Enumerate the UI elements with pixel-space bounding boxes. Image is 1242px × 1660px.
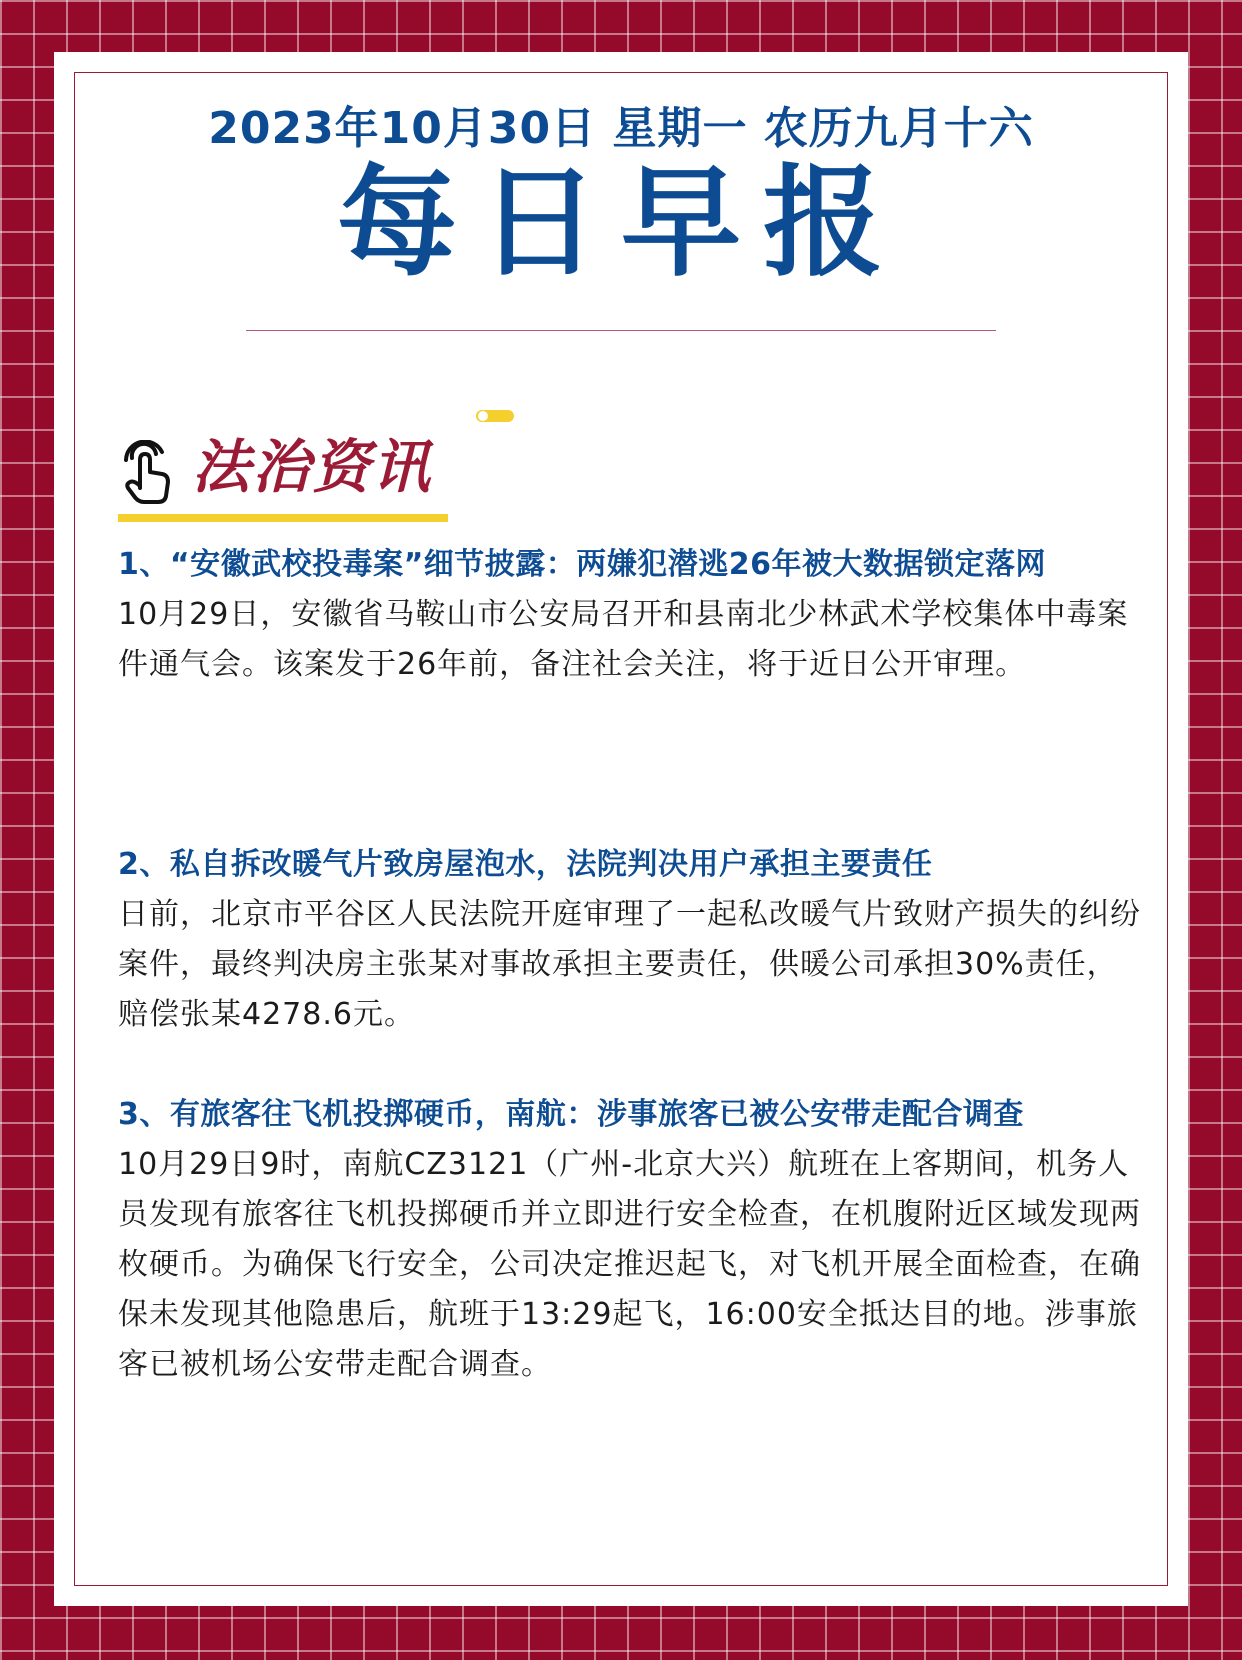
news-item-1: [118, 540, 1148, 690]
content-card: [54, 52, 1188, 1606]
title-divider: [246, 330, 996, 331]
news-body: 10月29日9时，南航CZ3121（广州-北京大兴）航班在上客期间，机务人员发现有旅客往飞机投掷硬币并立即进行安全检查，在机腹附近区域发现两枚硬币。为确保飞行安全，公司决定推迟起飞，对飞机开展全面检查，在确保未发现其他隐患后，航班于13:29起飞，16:00安全抵达目的地。涉事旅客已被机场公安带走配合调查。: [118, 1147, 1141, 1382]
news-title: 1、“安徽武校投毒案”细节披露：两嫌犯潜逃26年被大数据锁定落网: [118, 547, 1047, 582]
news-item-3: [118, 1090, 1148, 1390]
section-underline: [118, 514, 448, 522]
news-title: 2、私自拆改暖气片致房屋泡水，法院判决用户承担主要责任: [118, 847, 933, 882]
hand-pointer-icon: [118, 440, 174, 506]
toggle-knob: [478, 411, 488, 421]
section-title: 法治资讯: [192, 433, 433, 501]
date-line: 2023年10月30日 星期一 农历九月十六: [208, 103, 1034, 154]
news-body: 10月29日，安徽省马鞍山市公安局召开和县南北少林武术学校集体中毒案件通气会。该案发于26年前，备注社会关注，将于近日公开审理。: [118, 597, 1129, 682]
page-title: 每日早报: [337, 154, 905, 293]
section-header: [118, 392, 458, 501]
news-body: 日前，北京市平谷区人民法院开庭审理了一起私改暖气片致财产损失的纠纷案件，最终判决房主张某对事故承担主要责任，供暖公司承担30%责任，赔偿张某4278.6元。: [118, 897, 1141, 1032]
news-title: 3、有旅客往飞机投掷硬币，南航：涉事旅客已被公安带走配合调查: [118, 1097, 1024, 1132]
toggle-icon: [476, 410, 514, 422]
news-item-2: [118, 840, 1148, 1040]
